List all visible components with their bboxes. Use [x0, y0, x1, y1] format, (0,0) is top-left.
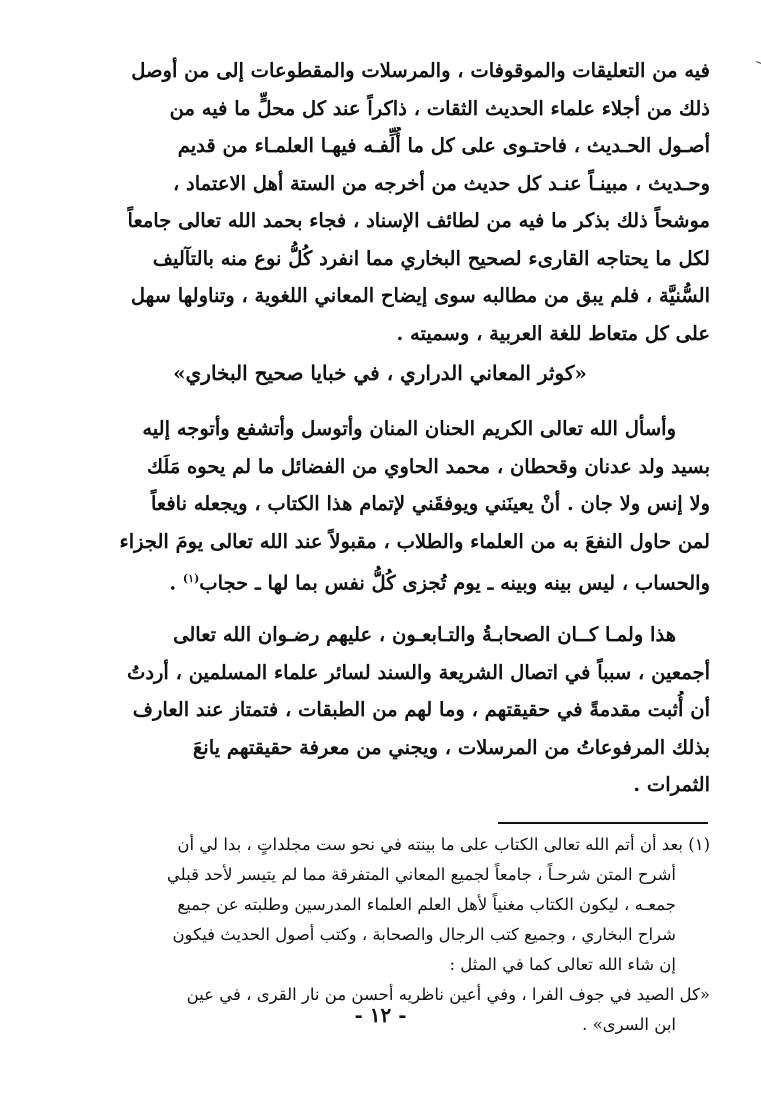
text-line: هذا ولمـا كــان الصحابـةُ والتـابعـون ، عليهم رضـوان الله تعالى: [173, 623, 676, 646]
footnote-line: شراح البخاري ، وجميع كتب الرجال والصحابة ، وكتب أصول الحديث فيكون: [172, 924, 676, 944]
text-line: ولا إنس ولا جان . أنْ يعينَني ويوفقَني لإتمام هذا الكتاب ، ويجعله نافعاً: [150, 492, 710, 515]
text-line: وحـديث ، مبينـاً عنـد كل حديث من أخرجه من الستة أهل الاعتماد ،: [172, 171, 710, 195]
footnote-line: (١) بعد أن أتم الله تعالى الكتاب على ما بينته في نحو ست مجلداتٍ ، بدا لي أن: [177, 834, 710, 854]
text-line: أصـول الحـديث ، فاحتـوى على كل ما أُلِّفـه فيهـا العلمـاء من قديم: [177, 134, 710, 157]
text-line: بسيد ولد عدنان وقحطان ، محمد الحاوي من الفضائل ما لم يحوه مَلَك: [146, 454, 710, 478]
footnote-line: «كل الصيد في جوف الفرا ، وفي أعين ناظريه أحسن من نار القرى ، في عين: [186, 984, 710, 1004]
paragraph-2: [50, 410, 710, 602]
footnote-line: إن شاء الله تعالى كما في المثل :: [449, 954, 676, 974]
text-line: ذلك من أجلاء علماء الحديث الثقات ، ذاكراً عند كل محلٍّ ما فيه من: [169, 96, 710, 120]
paragraph-1: [50, 52, 710, 352]
text-line: بذلك المرفوعاتُ من المرسلات ، ويجني من معرفة حقيقتهم يانعَ: [192, 735, 710, 759]
footnote-divider: [498, 822, 708, 824]
text-line: [50, 560, 710, 602]
paragraph-3: [50, 616, 710, 804]
text-line: السُّنيَّة ، فلم يبق من مطالبه سوى إيضاح المعاني اللغوية ، وتناولها سهل: [130, 284, 710, 307]
page-body: [50, 52, 710, 1040]
text-segment: .: [169, 571, 183, 595]
footnote-reference: (١): [182, 572, 200, 585]
book-title: «كوثر المعاني الدراري ، في خبايا صحيح البخاري»: [173, 361, 587, 385]
footnote-line: أشرح المتن شرحـاً ، جامعاً لجميع المعاني المتفرقة مما لم يتيسر لأحد قبلي: [166, 864, 676, 884]
text-line: موشحاً ذلك بذكر ما فيه من لطائف الإسناد ، فجاء بحمد الله تعالى جامعاً: [127, 209, 710, 232]
text-line: فيه من التعليقات والموقوفات ، والمرسلات والمقطوعات إلى من أوصل: [131, 59, 710, 82]
text-line: وأسأل الله تعالى الكريم الحنان المنان وأتوسل وأتشفع وأتوجه إليه: [142, 417, 676, 440]
text-line: على كل متعاط للغة العربية ، وسميته .: [396, 321, 710, 345]
text-line: الثمرات .: [633, 773, 710, 796]
page-edge-mark: [754, 61, 761, 70]
text-line: لكل ما يحتاجه القارىء لصحيح البخاري مما انفرد كُلُّ نوع منه بالتآليف: [152, 246, 710, 270]
text-line: أن أُثبت مقدمةً في حقيقتهم ، وما لهم من الطبقات ، فتمتاز عند العارف: [132, 698, 710, 721]
page-number: - ١٢ -: [354, 1003, 407, 1027]
text-segment: والحساب ، ليس بينه وبينه ـ يوم تُجزى كُلُّ نفس بما لها ـ حجاب: [199, 571, 710, 595]
footnote-line: جمعـه ، ليكون الكتاب مغنياً لأهل العلم العلماء المدرسين وطلبته عن جميع: [177, 894, 676, 914]
text-line: لمن حاول النفعَ به من العلماء والطلاب ، مقبولاً عند الله تعالى يومَ الجزاء: [119, 529, 710, 553]
text-line: أجمعين ، سبباً في اتصال الشريعة والسند لسائر علماء المسلمين ، أردتُ: [126, 660, 710, 684]
footnote-line: ابن السرى» .: [582, 1014, 676, 1034]
